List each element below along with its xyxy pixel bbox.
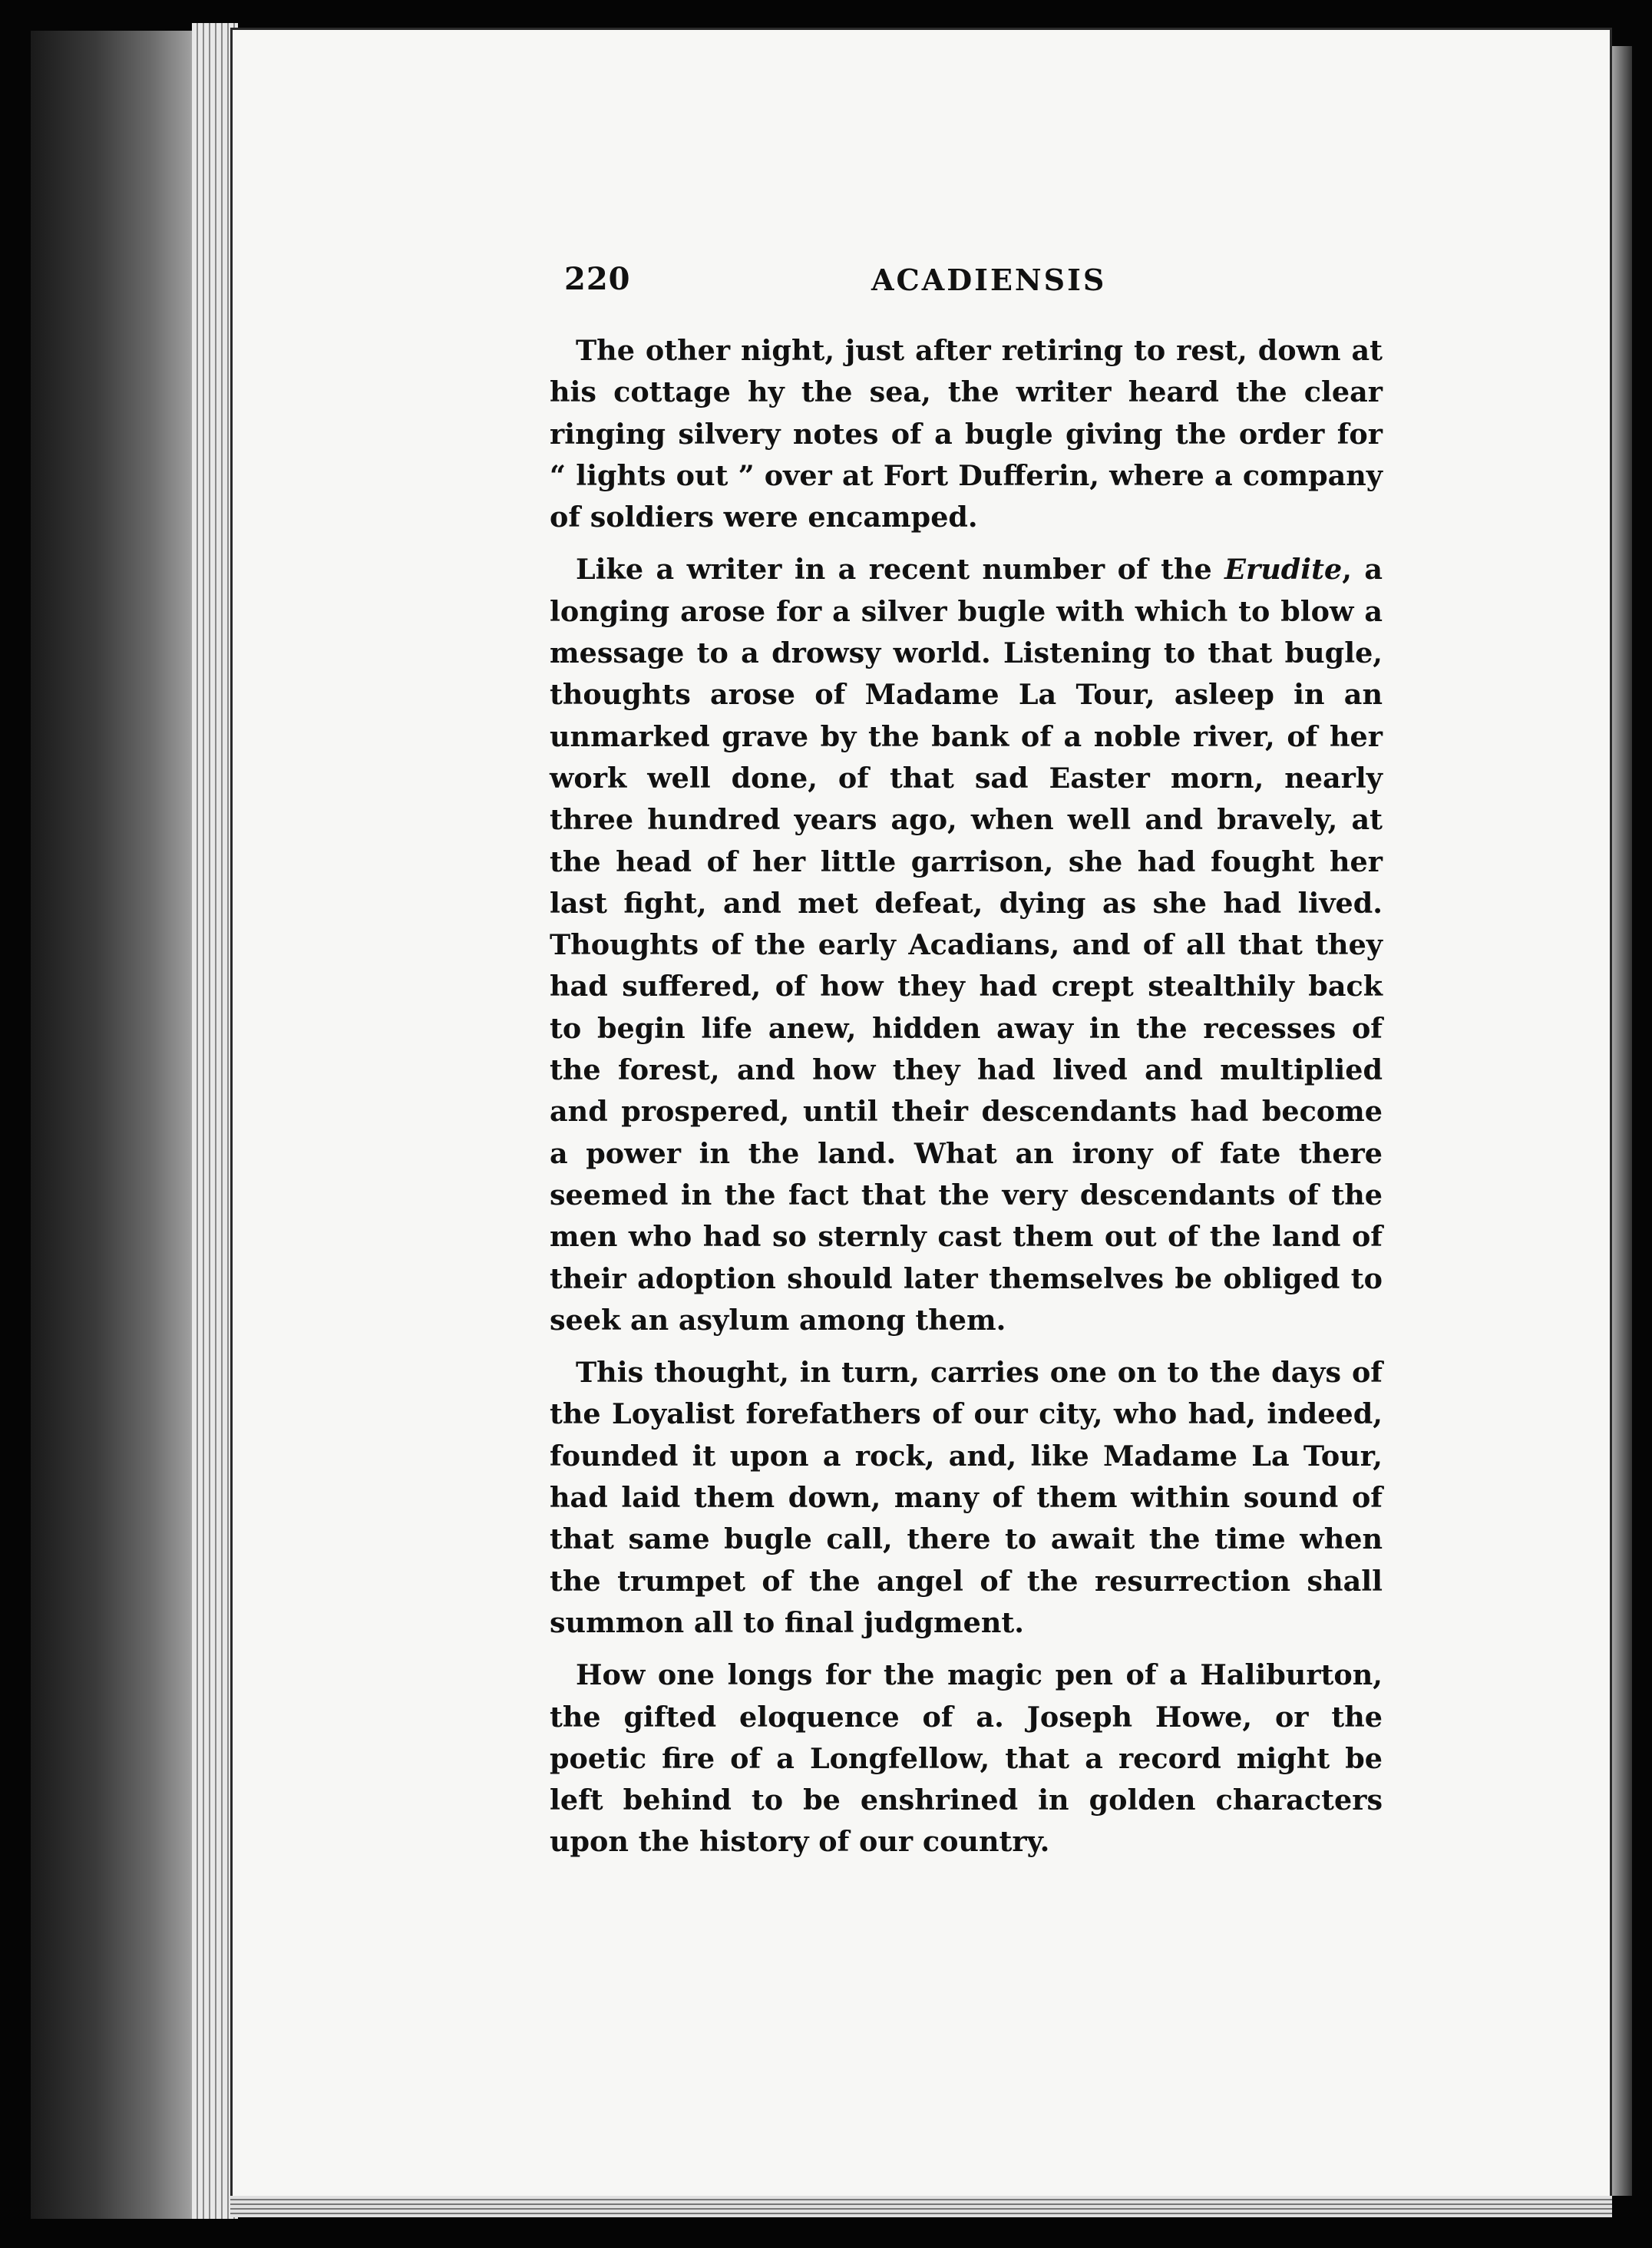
paragraph-2-rest: , a longing arose for a silver bugle with which to blow a message to a drowsy world. Listening to that bugle, thoughts arose of Madame La Tour, asleep in an unmarked grave by the bank of a noble river, of her work well done, of that sad Easter morn, nearly three hundred years ago, when well and bravely, at the head of her little garrison, she had fought her last fight, and met defeat, dying as she had lived. Thoughts of the early Acadians, and of all that they had suffered, of how they had crept stealthily back to begin life anew, hidden away in the recesses of the forest, and how they had lived and multiplied and prospered, until their descendants had become a power in the land. What an irony of fate there seemed in the fact that the very descendants of the men who had so sternly cast them out of the land of their adoption should later themselves be obliged to seek an asylum among them. xyxy=(550,553,1383,1337)
page-text xyxy=(550,330,1383,1874)
page-number: 220 xyxy=(564,261,631,297)
book-gutter xyxy=(31,31,215,2219)
paragraph-2-lead: Like a writer in a recent number of the xyxy=(576,553,1225,587)
running-head: ACADIENSIS xyxy=(871,263,1107,297)
paragraph-1: The other night, just after retiring to rest, down at his cottage hy the sea, the writer heard the clear ringing silvery notes of a bugle giving the order for “ lights out ” over at Fort Dufferin, where a company of soldiers were encamped. xyxy=(550,334,1383,534)
paragraph-4: How one longs for the magic pen of a Haliburton, the gifted eloquence of a. Joseph Howe, or the poetic fire of a Longfellow, that a record might be left behind to be enshrined in golden characters upon the history of our country. xyxy=(550,1658,1383,1859)
bottom-page-edge xyxy=(230,2196,1612,2217)
journal-title: Erudite xyxy=(1224,553,1343,587)
paragraph-2 xyxy=(550,549,1383,1341)
page-header xyxy=(564,261,1393,307)
paragraph-3: This thought, in turn, carries one on to the days of the Loyalist forefathers of our city, who had, indeed, founded it upon a rock, and, like Madame La Tour, had laid them down, many of them within sound of that same bugle call, there to await the time when the trumpet of the angel of the resurrection shall summon all to final judgment. xyxy=(550,1356,1383,1639)
